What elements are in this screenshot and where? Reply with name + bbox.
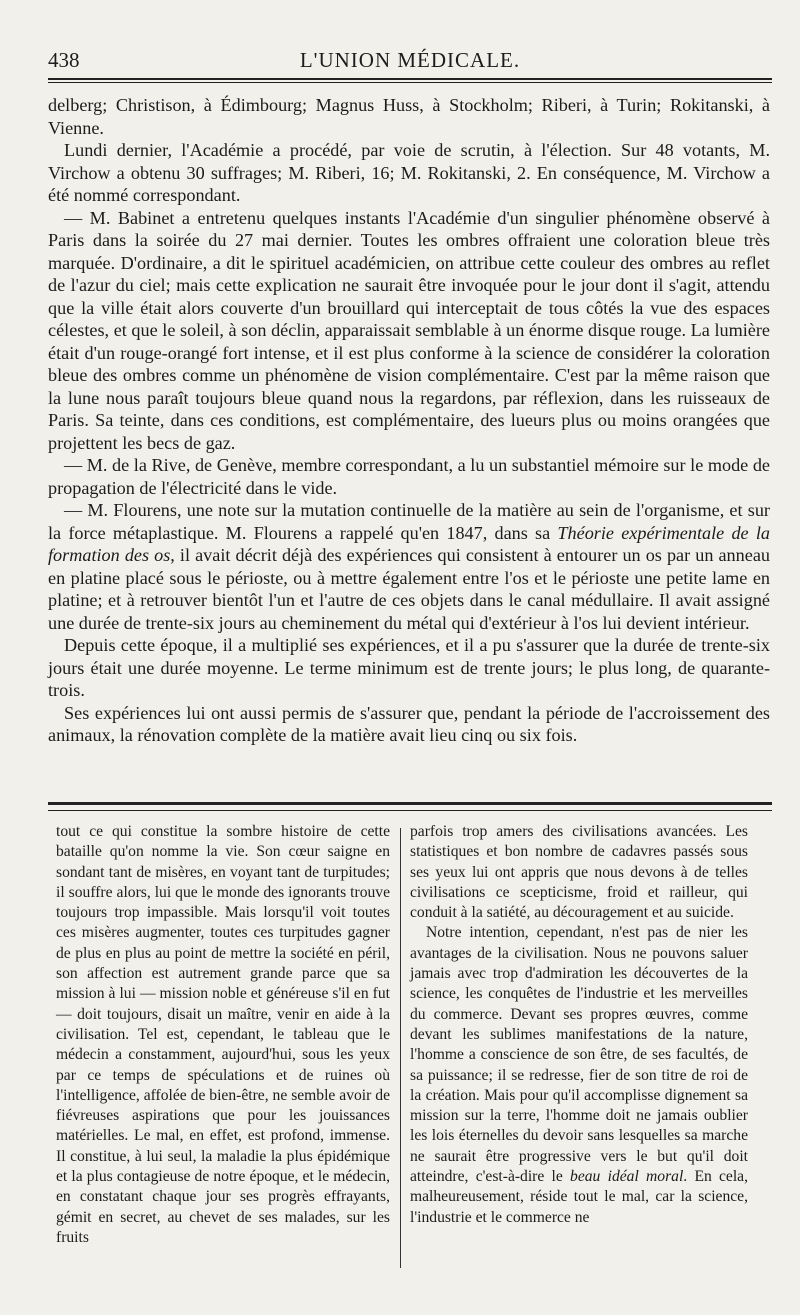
book-title: Théorie expérimentale de la formation des os bbox=[48, 522, 770, 565]
section-separator-thin bbox=[48, 810, 772, 811]
paragraph: — M. Babinet a entretenu quelques instants l'Académie d'un singulier phénomène observé à Paris dans la soirée du 27 mai dernier. Toutes les ombres offraient une coloration bleue très marquée. D'ordinaire, a dit le spirituel académicien, on attribue cette couleur des ombres au reflet de l'azur du ciel; mais cette explication ne saurait être invoquée pour le jour dont il s'agit, attendu que la ville était alors couverte d'un brouillard qui interceptait de tous côtés la vue des espaces célestes, et que le soleil, à son déclin, apparaissait semblable à un énorme disque rouge. La lumière était d'un rouge-orangé fort intense, et il est plus conforme à la science de considérer la coloration bleue des ombres comme un phénomène de vision complémentaire. C'est par la même raison que la lune nous paraît toujours bleue quand nous la regardons, par réflexion, dans les ruisseaux de Paris. Sa teinte, dans ces conditions, est complémentaire, des lueurs plus ou moins orangées que projettent les becs de gaz. bbox=[48, 207, 770, 453]
section-separator bbox=[48, 802, 772, 805]
right-column bbox=[410, 822, 748, 1228]
paragraph-flourens bbox=[48, 499, 770, 634]
emphasis: beau idéal moral bbox=[570, 1168, 684, 1186]
column-text: parfois trop amers des civilisations avancées. Les statistiques et bon nombre de cadavres passés sous ses yeux lui ont appris que nous devons à de telles civilisations ce scepticisme, froid et railleur, qui conduit à la satiété, au découragement et au suicide. bbox=[410, 823, 748, 922]
text-run: , il avait décrit déjà des expériences qui consistent à entourer un os par un anneau en platine placé sous le périoste, ou à mettre également entre l'os et le périoste une petite lame en platine; et à retrouver bientôt l'un et l'autre de ces objets dans le canal médullaire. Il avait assigné une durée de trente-six jours au cheminement du métal qui d'extérieur à l'os lui devient intérieur. bbox=[48, 545, 770, 633]
paragraph: delberg; Christison, à Édimbourg; Magnus Huss, à Stockholm; Riberi, à Turin; Rokitanski, à Vienne. bbox=[48, 95, 770, 138]
text-run: Notre intention, cependant, n'est pas de nier les avantages de la civilisation. Nous ne pouvons saluer jamais avec trop d'admiration les découvertes de la science, les conquêtes de l'industrie et les merveilles du commerce. Devant ses propres œuvres, comme devant les sublimes manifestations de la nature, l'homme a conscience de son être, de ses facultés, de sa puissance; il se redresse, fier de son titre de roi de la création. Mais pour qu'il accomplisse dignement sa mission sur la terre, l'homme doit ne jamais oublier les lois éternelles du devoir sans lesquelles sa marche ne saurait être progressive vers le but qu'il doit atteindre, c'est-à-dire le bbox=[410, 924, 748, 1186]
paragraph: Lundi dernier, l'Académie a procédé, par voie de scrutin, à l'élection. Sur 48 votants, M. Virchow a obtenu 30 suffrages; M. Riberi, 16; M. Rokitanski, 2. En conséquence, M. Virchow a été nommé correspondant. bbox=[48, 140, 770, 205]
text-run: . En cela, malheureusement, réside tout le mal, car la science, l'industrie et le commerce ne bbox=[410, 1168, 749, 1226]
left-column bbox=[56, 822, 390, 1248]
header-rule-thin bbox=[48, 82, 772, 83]
column-text: tout ce qui constitue la sombre histoire de cette bataille qu'on nomme la vie. Son cœur saigne en sondant tant de misères, en voyant tant de turpitudes; il souffre alors, lui que le monde des ignorants trouve toujours trop impassible. Mais lorsqu'il voit toutes ces misères augmenter, toutes ces turpitudes gagner de plus en plus au point de mettre la société en péril, son affection est autrement grande parce que sa mission à lui — mission noble et généreuse s'il en fut — doit toujours, disait un maître, venir en aide à la civilisation. Tel est, cependant, le tableau que le médecin a constamment, aujourd'hui, sous les yeux par ce temps de spéculations et de ruines où l'intelligence, affolée de bien-être, ne semble avoir de fiévreuses aspirations que pour les jouissances matérielles. Le mal, en effet, est profond, immense. Il constitue, à lui seul, la maladie la plus épidémique et la plus contagieuse de notre époque, et le médecin, en constatant chaque jour ses progrès effrayants, gémit en secret, au chevet de ses malades, sur les fruits bbox=[56, 823, 390, 1246]
header-rule bbox=[48, 78, 772, 80]
column-text bbox=[410, 923, 748, 1227]
text-run: — M. Flourens, une note sur la mutation continuelle de la matière au sein de l'organisme, et sur la force métaplastique. M. Flourens a rappelé qu'en 1847, dans sa bbox=[48, 500, 770, 543]
paragraph: Depuis cette époque, il a multiplié ses expériences, et il a pu s'assurer que la durée de trente-six jours était une durée moyenne. Le terme minimum est de trente jours; le plus long, de quarante-trois. bbox=[48, 635, 770, 700]
running-title: L'UNION MÉDICALE. bbox=[299, 48, 521, 72]
upper-article bbox=[48, 94, 770, 747]
paragraph: — M. de la Rive, de Genève, membre correspondant, a lu un substantiel mémoire sur le mode de propagation de l'électricité dans le vide. bbox=[48, 455, 770, 498]
paragraph: Ses expériences lui ont aussi permis de s'assurer que, pendant la période de l'accroissement des animaux, la rénovation complète de la matière avait lieu cinq ou six fois. bbox=[48, 702, 770, 745]
column-divider bbox=[400, 828, 401, 1268]
page-header bbox=[48, 44, 772, 76]
page-number: 438 bbox=[48, 48, 80, 72]
